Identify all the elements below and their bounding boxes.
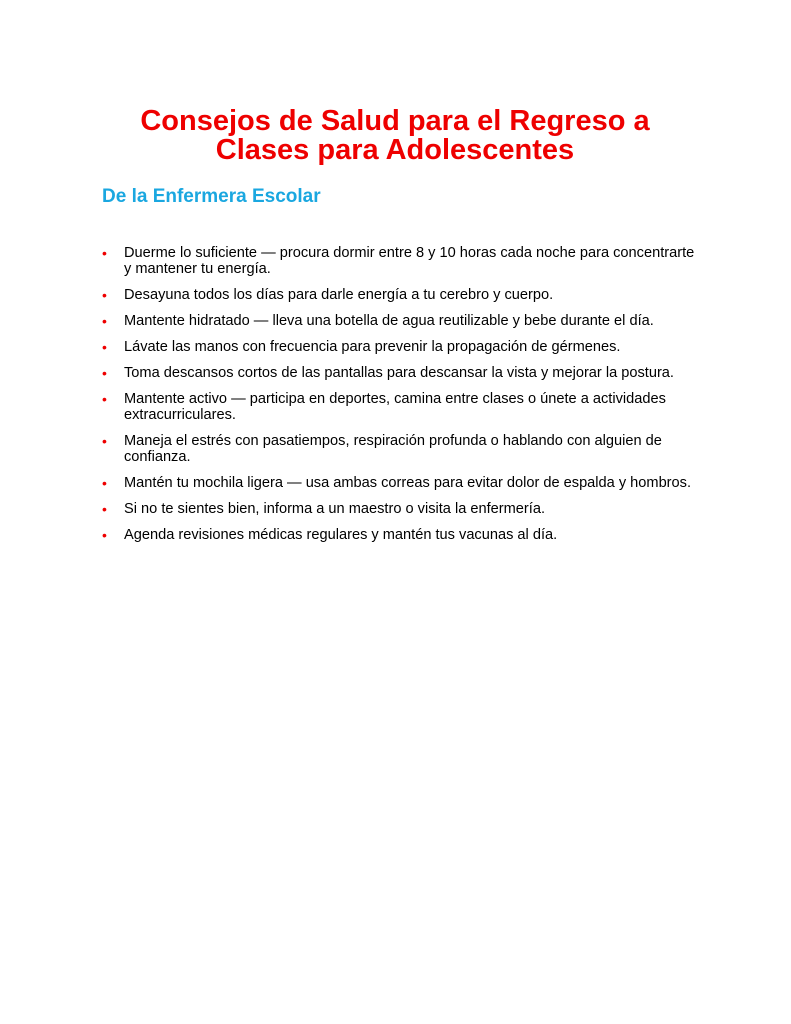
list-item xyxy=(102,339,702,355)
tip-text: Mantente activo — participa en deportes, camina entre clases o únete a actividades extracurriculares. xyxy=(124,391,666,423)
bullet-icon: • xyxy=(102,501,107,517)
list-item xyxy=(102,433,702,465)
tip-text: Duerme lo suficiente — procura dormir entre 8 y 10 horas cada noche para concentrarte y mantener tu energía. xyxy=(124,245,695,277)
list-item xyxy=(102,245,702,277)
bullet-icon: • xyxy=(102,475,107,491)
tip-text: Agenda revisiones médicas regulares y mantén tus vacunas al día. xyxy=(124,527,558,543)
bullet-icon: • xyxy=(102,245,107,261)
tip-text: Desayuna todos los días para darle energía a tu cerebro y cuerpo. xyxy=(124,287,554,303)
tips-list xyxy=(102,245,702,553)
bullet-icon: • xyxy=(102,287,107,303)
bullet-icon: • xyxy=(102,527,107,543)
bullet-icon: • xyxy=(102,391,107,407)
document-subtitle: De la Enfermera Escolar xyxy=(102,186,321,207)
list-item xyxy=(102,313,702,329)
list-item xyxy=(102,501,702,517)
tip-text: Si no te sientes bien, informa a un maestro o visita la enfermería. xyxy=(124,501,545,517)
tip-text: Toma descansos cortos de las pantallas para descansar la vista y mejorar la postura. xyxy=(124,365,674,381)
list-item xyxy=(102,391,702,423)
list-item xyxy=(102,475,702,491)
bullet-icon: • xyxy=(102,433,107,449)
document-title: Consejos de Salud para el Regreso a Clases para Adolescentes xyxy=(140,105,650,166)
bullet-icon: • xyxy=(102,365,107,381)
tip-text: Maneja el estrés con pasatiempos, respiración profunda o hablando con alguien de confianza. xyxy=(124,433,662,465)
tip-text: Lávate las manos con frecuencia para prevenir la propagación de gérmenes. xyxy=(124,339,621,355)
bullet-icon: • xyxy=(102,339,107,355)
list-item xyxy=(102,365,702,381)
bullet-icon: • xyxy=(102,313,107,329)
list-item xyxy=(102,527,702,543)
list-item xyxy=(102,287,702,303)
tip-text: Mantente hidratado — lleva una botella de agua reutilizable y bebe durante el día. xyxy=(124,313,654,329)
tip-text: Mantén tu mochila ligera — usa ambas correas para evitar dolor de espalda y hombros. xyxy=(124,475,692,491)
